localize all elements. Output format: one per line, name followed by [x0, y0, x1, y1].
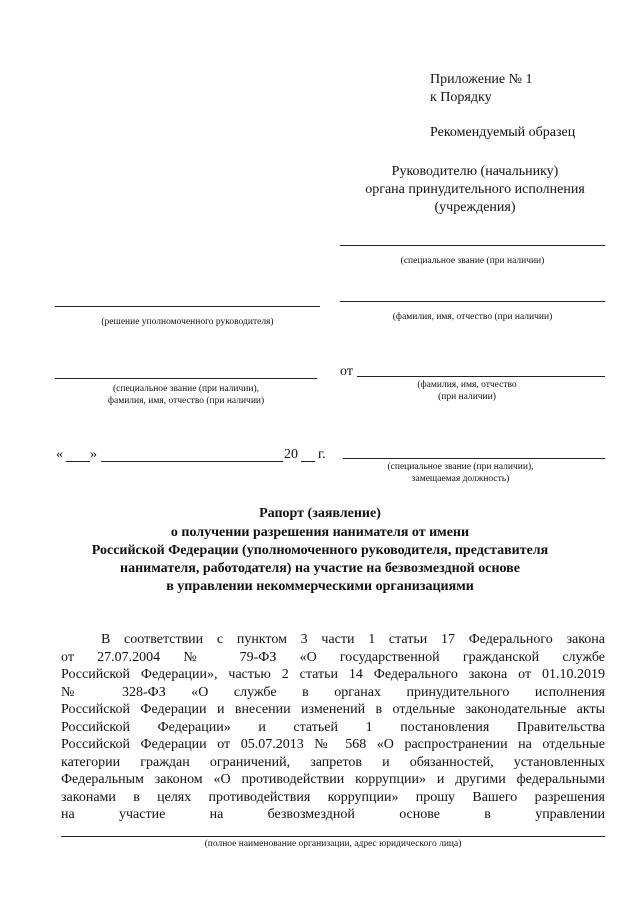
rank-position-line: [343, 458, 605, 459]
date-month-line: [101, 461, 283, 462]
appendix-number: Приложение № 1: [430, 72, 533, 87]
date-year-suffix: г.: [318, 447, 326, 462]
from-fio-caption-1: (фамилия, имя, отчество: [417, 380, 517, 390]
rank-position-caption-2: замещаемая должность): [411, 474, 510, 484]
rank-fio-line: [55, 378, 317, 379]
special-rank-caption: (специальное звание (при наличии): [400, 256, 545, 266]
date-day-line: [66, 461, 90, 462]
date-close-quote: »: [90, 447, 97, 462]
body-line-2: от 27.07.2004 № 79-ФЗ «О государственной гражданской службе: [61, 650, 605, 665]
fio-caption: (фамилия, имя, отчество (при наличии): [392, 312, 553, 322]
fio-line: [340, 301, 605, 302]
addressee-line-2: органа принудительного исполнения: [365, 182, 585, 197]
date-year-line: [301, 461, 315, 462]
appendix-reference: к Порядку: [430, 90, 492, 105]
date-open-quote: «: [56, 447, 63, 462]
date-year-prefix: 20: [284, 447, 298, 462]
body-line-9: Федеральным законом «О противодействии коррупции» и другими федеральными: [61, 772, 605, 787]
body-line-8: категории граждан ограничений, запретов и обязанностей, установленных: [61, 755, 605, 770]
body-line-3: Российской Федерации», частью 2 статьи 14 Федерального закона от 01.10.2019: [61, 667, 605, 682]
body-line-1: В соответствии с пунктом 3 части 1 статьи 17 Федерального закона: [101, 632, 605, 647]
title-line-2: о получении разрешения нанимателя от имени: [170, 525, 470, 540]
sample-label: Рекомендуемый образец: [430, 125, 576, 140]
decision-caption: (решение уполномоченного руководителя): [101, 317, 274, 327]
body-line-4: № 328-ФЗ «О службе в органах принудительного исполнения: [61, 685, 605, 700]
body-line-11: на участие на безвозмездной основе в управлении: [61, 807, 605, 822]
from-line: [357, 376, 605, 377]
body-line-6: Российской Федерации» и статьей 1 постановления Правительства: [61, 720, 605, 735]
title-line-4: нанимателя, работодателя) на участие на безвозмездной основе: [120, 561, 520, 576]
rank-fio-caption-2: фамилия, имя, отчество (при наличии): [107, 396, 265, 406]
body-line-5: Российской Федерации и внесении изменений в отдельные законодательные акты: [61, 702, 605, 717]
body-line-10: законами в целях противодействия коррупции» прошу Вашего разрешения: [61, 790, 605, 805]
addressee-line-1: Руководителю (начальнику): [391, 164, 559, 179]
addressee-line-3: (учреждения): [434, 200, 516, 215]
from-label: от: [340, 364, 353, 379]
rank-position-caption-1: (специальное звание (при наличии),: [387, 462, 534, 472]
from-fio-caption-2: (при наличии): [438, 392, 496, 402]
organization-line: [61, 836, 605, 837]
organization-caption: (полное наименование организации, адрес юридического лица): [204, 839, 462, 849]
body-line-7: Российской Федерации от 05.07.2013 № 568 «О распространении на отдельные: [61, 737, 605, 752]
title-line-3: Российской Федерации (уполномоченного руководителя, представителя: [91, 543, 549, 558]
rank-fio-caption-1: (специальное звание (при наличии),: [112, 384, 259, 394]
special-rank-line: [340, 245, 605, 246]
title-line-1: Рапорт (заявление): [259, 506, 381, 521]
decision-line: [55, 306, 320, 307]
title-line-5: в управлении некоммерческими организациями: [166, 579, 474, 594]
